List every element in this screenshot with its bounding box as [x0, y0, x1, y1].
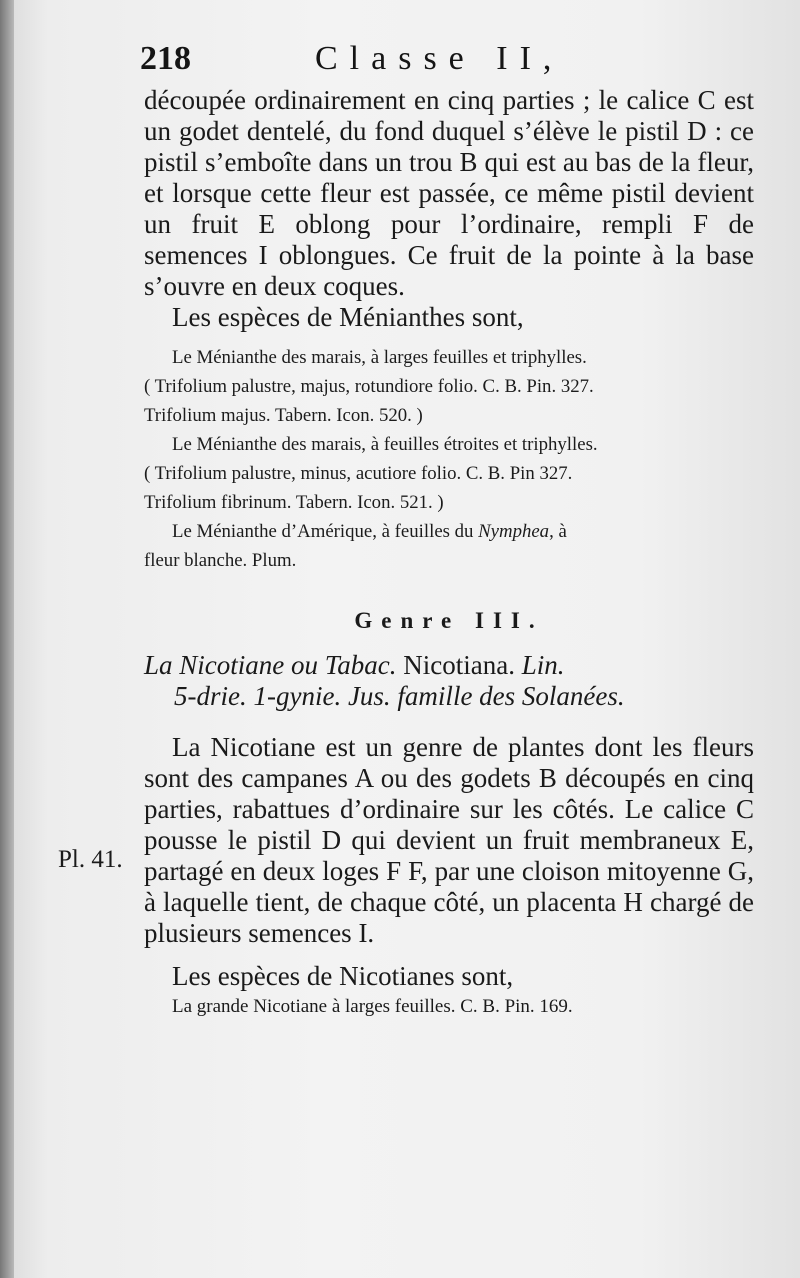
species-entry-3-continued: fleur blanche. Plum.: [144, 550, 297, 571]
species-list-menianthes: [144, 343, 754, 575]
genre-title: Genre III.: [354, 608, 544, 633]
species-entry-1-name: Le Ménianthe des marais, à larges feuilles et triphylles.: [172, 347, 587, 368]
species-entry-2-synonym-2: Trifolium fibrinum. Tabern. Icon. 521. ): [144, 492, 444, 513]
page-number: 218: [140, 40, 191, 77]
paragraph-nicotiane: La Nicotiane est un genre de plantes dont les fleurs sont des campanes A ou des godets B découpés en cinq parties, rabattues d’ordinaire sur les côtés. Le calice C pousse le pistil D qui devient un fruit membraneux E, partagé en deux loges F F, par une cloison mitoyenne G, à laquelle tient, de chaque côté, un placenta H chargé de plusieurs semences I.: [144, 732, 754, 948]
species-entry-3-text-end: , à: [549, 521, 567, 542]
running-title: Classe II,: [315, 40, 564, 77]
page-header: [140, 40, 760, 80]
species-entry-1-synonym-2: Trifolium majus. Tabern. Icon. 520. ): [144, 405, 423, 426]
species-entry-1-synonym: ( Trifolium palustre, majus, rotundiore folio. C. B. Pin. 327.: [144, 376, 594, 397]
spacer: [144, 712, 754, 732]
body-text: [144, 85, 754, 1022]
species-entry-3-text: Le Ménianthe d’Amérique, à feuilles du: [172, 521, 474, 542]
species-entry-3-italic: Nymphea: [478, 521, 550, 542]
species-entry-2-synonym: ( Trifolium palustre, minus, acutiore folio. C. B. Pin 327.: [144, 463, 573, 484]
species-heading-nicotianes: Les espèces de Nicotianes sont,: [172, 961, 514, 991]
genre-name: [144, 650, 754, 712]
paragraph-menianthes: découpée ordinairement en cinq parties ; le calice C est un godet dentelé, du fond duquel s’élève le pistil D : ce pistil s’emboîte dans un trou B qui est au bas de la fleur, et lorsque cette fleur est passée, ce même pistil devient un fruit E oblong pour l’ordinaire, rempli F de semences I oblongues. Ce fruit de la pointe à la base s’ouvre en deux coques.: [144, 85, 754, 301]
genre-classification-text: 5-drie. 1-gynie. Jus. famille des Solanées.: [174, 681, 625, 711]
genre-authority: Lin.: [521, 650, 565, 680]
genre-name-french: La Nicotiane ou Tabac.: [144, 650, 397, 680]
genre-name-latin: Nicotiana.: [403, 650, 515, 680]
genre-classification: [172, 681, 754, 712]
species-heading-menianthes: Les espèces de Ménianthes sont,: [172, 302, 524, 332]
species-entry-nicotiane-1: La grande Nicotiane à larges feuilles. C. B. Pin. 169.: [172, 996, 573, 1017]
species-entry-2-name: Le Ménianthe des marais, à feuilles étroites et triphylles.: [172, 434, 598, 455]
plate-reference: Pl. 41.: [58, 846, 123, 873]
page-gutter-shadow: [0, 0, 14, 1278]
species-entry-3-name: [144, 517, 754, 546]
